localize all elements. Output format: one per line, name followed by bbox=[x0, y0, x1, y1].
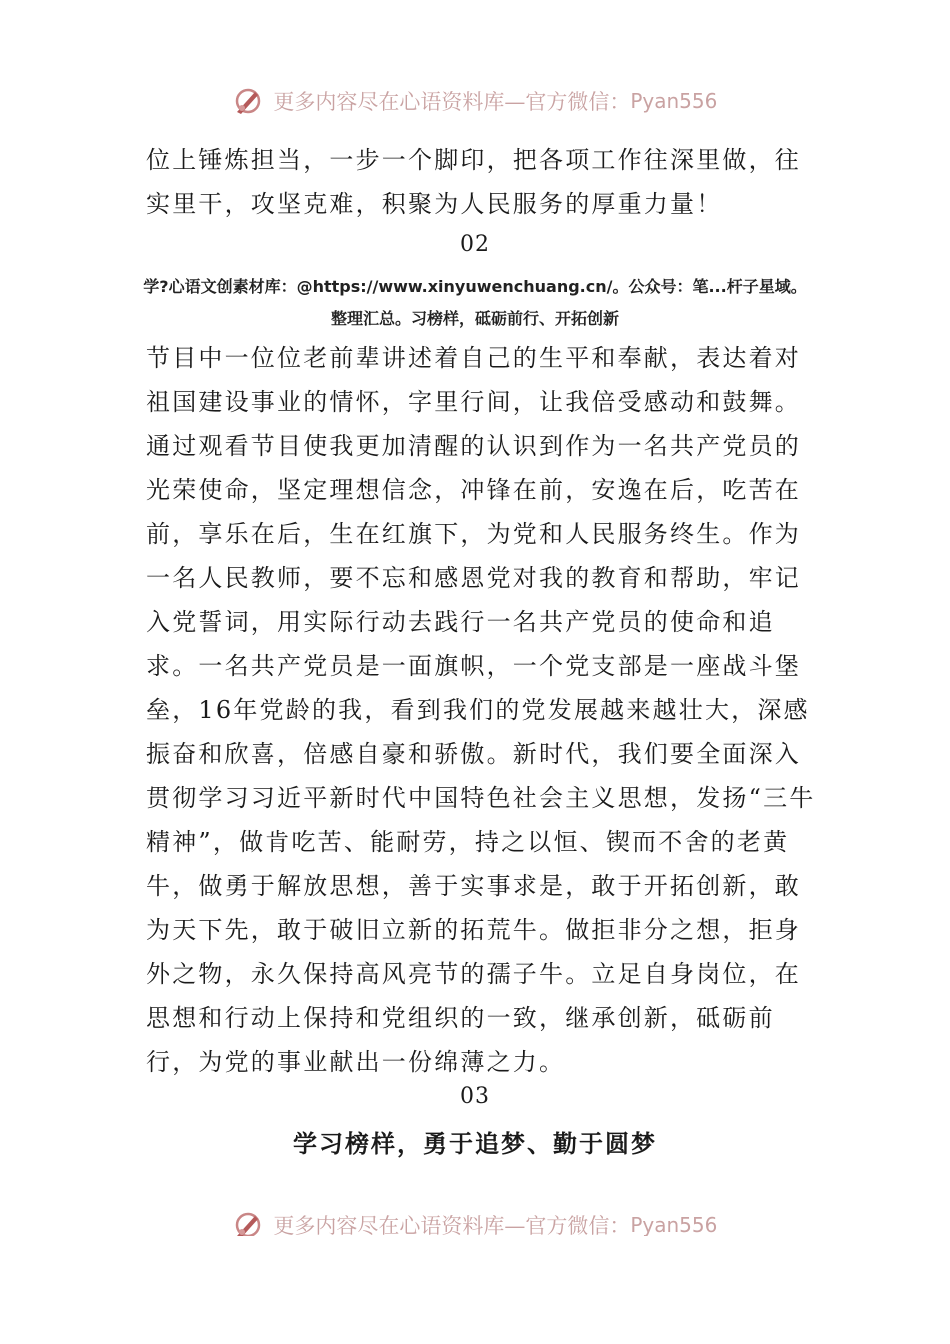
watermark-wechat-id: Pyan556 bbox=[630, 89, 718, 113]
brush-logo-icon bbox=[233, 86, 263, 116]
watermark-text: 更多内容尽在心语资料库—官方微信： bbox=[273, 1214, 631, 1236]
header-watermark bbox=[0, 86, 950, 116]
paragraph-continuation: 位上锤炼担当，一步一个脚印，把各项工作往深里做，往实里干，攻坚克难，积聚为人民服务的厚重力量！ bbox=[146, 146, 801, 218]
brush-logo-icon bbox=[233, 1210, 263, 1236]
paragraph-main: 节目中一位位老前辈讲述着自己的生平和奉献，表达着对祖国建设事业的情怀，字里行间，让我倍受感动和鼓舞。通过观看节目使我更加清醒的认识到作为一名共产党员的光荣使命，坚定理想信念，冲锋在前，安逸在后，吃苦在前，享乐在后，生在红旗下，为党和人民服务终生。作为一名人民教师，要不忘和感恩党对我的教育和帮助，牢记入党誓词，用实际行动去践行一名共产党员的使命和追求。一名共产党员是一面旗帜，一个党支部是一座战斗堡垒，16年党龄的我，看到我们的党发展越来越壮大，深感振奋和欣喜，倍感自豪和骄傲。新时代，我们要全面深入贯彻学习习近平新时代中国特色社会主义思想，发扬“三牛精神”，做肯吃苦、能耐劳，持之以恒、锲而不舍的老黄牛，做勇于解放思想，善于实事求是，敢于开拓创新，敢为天下先，敢于破旧立新的拓荒牛。做拒非分之想，拒身外之物，永久保持高风亮节的孺子牛。立足自身岗位，在思想和行动上保持和党组织的一致，继承创新，砥砺前行，为党的事业献出一份绵薄之力。 bbox=[146, 344, 816, 1076]
source-note: 学?心语文创素材库：@https://www.xinyuwenchuang.cn/。公众号：笔...杆子星域。整理汇总。习榜样，砥砺前行、开拓创新 bbox=[143, 277, 807, 328]
section-number-02: 02 bbox=[460, 232, 490, 257]
watermark-text: 更多内容尽在心语资料库—官方微信： bbox=[273, 90, 631, 114]
section-number-03: 03 bbox=[460, 1084, 490, 1109]
section-03-title: 学习榜样，勇于追梦、勤于圆梦 bbox=[293, 1129, 657, 1158]
footer-watermark bbox=[0, 1206, 950, 1236]
watermark-wechat-id: Pyan556 bbox=[630, 1213, 718, 1236]
